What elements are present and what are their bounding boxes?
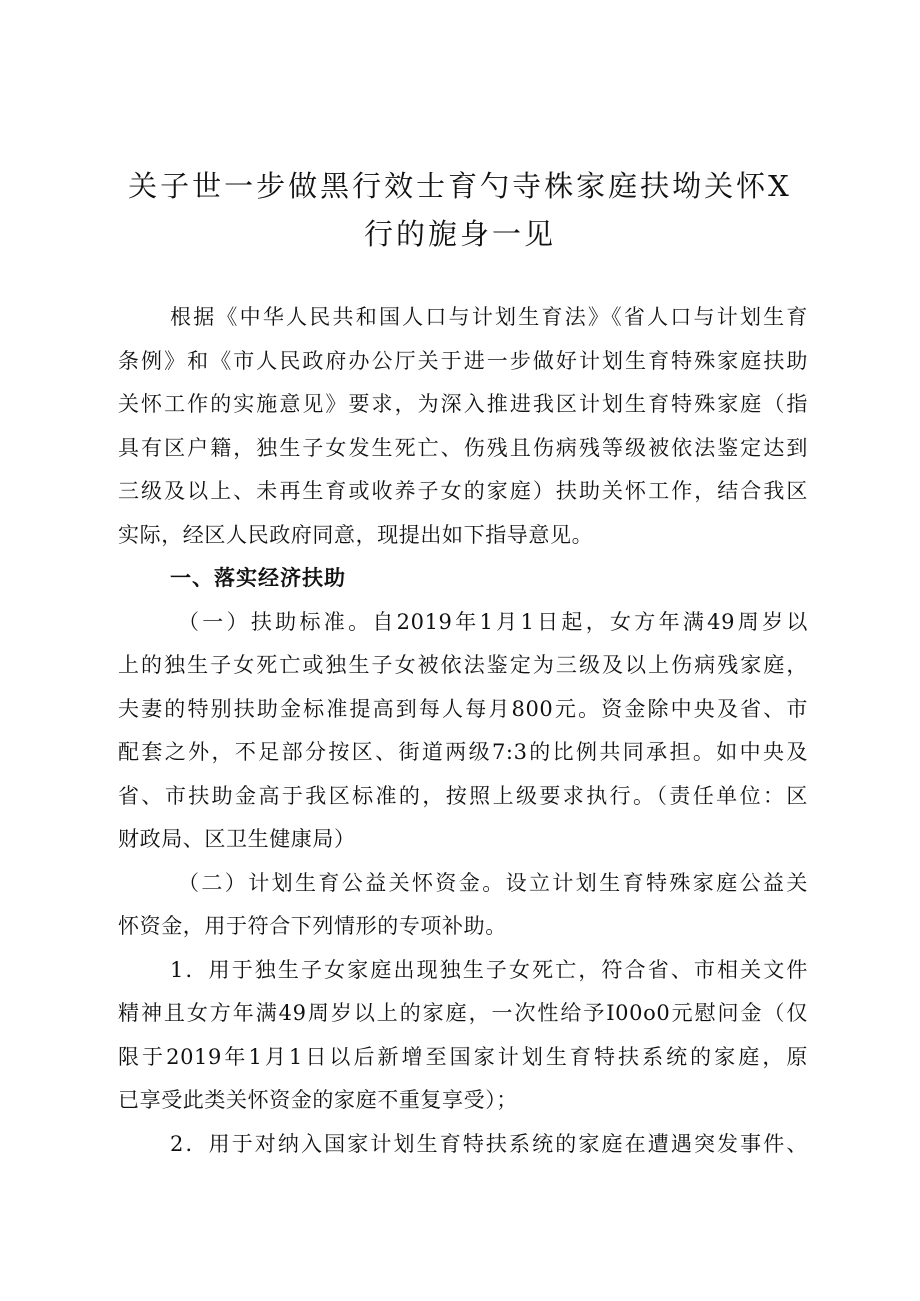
document-title-line-1: 关子世一步做黑行效士育勺寺株家庭扶坳关怀X — [128, 169, 792, 203]
paragraph-line: 三级及以上、未再生育或收养子女的家庭）扶助关怀工作，结合我区 — [118, 479, 808, 503]
list-item-line: 精神且女方年满49周岁以上的家庭，一次性给予I00o0元慰问金（仅 — [118, 1001, 808, 1025]
paragraph-line: 配套之外，不足部分按区、街道两级7:3的比例共同承担。如中央及 — [118, 740, 808, 764]
list-item-line: 2．用于对纳入国家计划生育特扶系统的家庭在遭遇突发事件、 — [170, 1131, 808, 1156]
list-item-line: 1．用于独生子女家庭出现独生子女死亡，符合省、市相关文件 — [170, 957, 808, 982]
document-title-line-2: 行的旎身一见 — [363, 217, 556, 251]
list-item-line: 已享受此类关怀资金的家庭不重复享受）； — [118, 1088, 518, 1112]
paragraph-line: 根据《中华人民共和国人口与计划生育法》《省人口与计划生育 — [170, 305, 808, 329]
paragraph-line: 具有区户籍，独生子女发生死亡、伤残且伤病残等级被依法鉴定达到 — [118, 435, 808, 460]
paragraph-line: 怀资金，用于符合下列情形的专项补助。 — [118, 914, 507, 938]
paragraph-line: 夫妻的特别扶助金标准提高到每人每月800元。资金除中央及省、市 — [118, 696, 808, 721]
paragraph-line: 上的独生子女死亡或独生子女被依法鉴定为三级及以上伤病残家庭， — [118, 653, 808, 677]
list-item-line: 限于2019年1月1日以后新增至国家计划生育特扶系统的家庭，原 — [118, 1044, 808, 1069]
document-body — [118, 296, 808, 1166]
paragraph-line: 关怀工作的实施意见》要求，为深入推进我区计划生育特殊家庭（指 — [118, 392, 808, 416]
section-heading: 一、落实经济扶助 — [170, 566, 346, 590]
paragraph-line: （一）扶助标准。自2019年1月1日起，女方年满49周岁以 — [178, 609, 808, 634]
paragraph-line: 实际，经区人民政府同意，现提出如下指导意见。 — [118, 522, 594, 547]
paragraph-line: 省、市扶助金高于我区标准的，按照上级要求执行。（责任单位：区 — [118, 783, 808, 808]
paragraph-line: （二）计划生育公益关怀资金。设立计划生育特殊家庭公益关 — [178, 870, 808, 895]
paragraph-line: 财政局、区卫生健康局） — [118, 827, 356, 851]
paragraph-line: 条例》和《市人民政府办公厅关于进一步做好计划生育特殊家庭扶助 — [118, 348, 808, 373]
